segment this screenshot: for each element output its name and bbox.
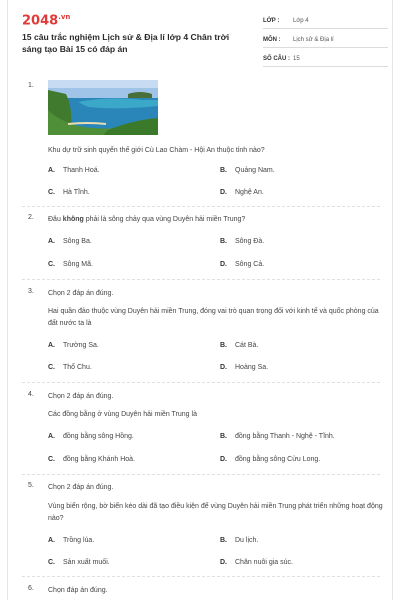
option-3d[interactable]: D. Hoàng Sa. xyxy=(220,364,269,371)
question-instruction: Chọn 2 đáp án đúng. xyxy=(48,484,114,491)
option-4c[interactable]: C. đồng bằng Khánh Hoà. xyxy=(48,456,136,463)
option-3b[interactable]: B. Cát Bà. xyxy=(220,342,259,349)
option-2c[interactable]: C. Sông Mã. xyxy=(48,261,93,268)
option-4d[interactable]: D. đồng bằng sông Cửu Long. xyxy=(220,456,321,463)
divider xyxy=(22,474,380,475)
divider xyxy=(22,206,380,207)
option-1a[interactable]: A. Thanh Hoá. xyxy=(48,167,100,174)
option-4b[interactable]: B. đồng bằng Thanh - Nghệ - Tĩnh. xyxy=(220,433,335,440)
option-4a[interactable]: A. đồng bằng sông Hồng. xyxy=(48,433,134,440)
option-1c[interactable]: C. Hà Tĩnh. xyxy=(48,189,90,196)
worksheet-page: $2048^{.vn}$ 15 câu trắc nghiệm Lịch sử & Địa lí lớp 4 Chân trời sáng tạo Bài 15 có đáp án LỚP : Lớp 4 MÔN : Lịch sử & Địa lí SỐ CÂU : 15 1. Khu dự trữ sinh quyển thế giới Cù Lao Chàm - Hội An thuộc tỉnh nào? A. Thanh Hoá. B. Quảng Nam. C. Hà Tĩnh. D. Nghệ An. 2. Đâu không phải là sông chảy qua vùng Duyên hải miền Trung? A. Sông Ba. B. Sông Đà. C. Sông Mã. D. Sông Cả. 3. Chọn 2 đáp án đúng. Hai quần đảo thuộc vùng Duyên hải miền Trung, đóng vai trò quan trọng đối với kinh tế và quốc phòng của đất nước ta là A. Trường Sa. B. Cát Bà. C. Thổ Chu. D. Hoàng Sa. 4. Chọn 2 đáp án đúng. Các đồng bằng ở vùng Duyên hải miền Trung là A. đồng bằng sông Hồng. B. đồng bằng Thanh - Nghệ - Tĩnh. C. đồng bằng Khánh Hoà. D. đồng bằng sông Cửu Long. 5. Chọn 2 đáp án đúng. Vùng biển rộng, bờ biển kéo dài đã tạo điều kiện để vùng Duyên hải miền Trung phát triển những hoạt động nào? A. Trồng lúa. B. Du lịch. C. Sản xuất muối. D. Chăn nuôi gia súc. 6. Chọn đáp án đúng. xyxy=(7,0,393,600)
option-2b[interactable]: B. Sông Đà. xyxy=(220,238,265,245)
divider xyxy=(22,576,380,577)
option-1b[interactable]: B. Quảng Nam. xyxy=(220,167,275,174)
question-instruction: Chọn 2 đáp án đúng. xyxy=(48,290,114,297)
question-instruction: Chọn 2 đáp án đúng. xyxy=(48,393,114,400)
divider xyxy=(22,382,380,383)
meta-info xyxy=(263,14,388,71)
question-instruction: Chọn đáp án đúng. xyxy=(48,587,108,594)
option-2a[interactable]: A. Sông Ba. xyxy=(48,238,92,245)
option-5c[interactable]: C. Sản xuất muối. xyxy=(48,559,110,566)
worksheet-header xyxy=(8,0,392,70)
option-1d[interactable]: D. Nghệ An. xyxy=(220,189,264,196)
page-title: 15 câu trắc nghiệm Lịch sử & Địa lí lớp 4 Chân trời sáng tạo Bài 15 có đáp án xyxy=(22,32,230,54)
question-number: 1. xyxy=(28,82,34,89)
site-logo[interactable]: $2048^{.vn}$ xyxy=(22,13,71,29)
option-5a[interactable]: A. Trồng lúa. xyxy=(48,537,95,544)
option-3c[interactable]: C. Thổ Chu. xyxy=(48,364,92,371)
option-5b[interactable]: B. Du lịch. xyxy=(220,537,259,544)
cu-lao-cham-photo xyxy=(48,80,158,135)
option-2d[interactable]: D. Sông Cả. xyxy=(220,261,265,268)
divider xyxy=(22,279,380,280)
meta-subject: MÔN : Lịch sử & Địa lí xyxy=(263,33,388,48)
option-3a[interactable]: A. Trường Sa. xyxy=(48,342,99,349)
meta-count: SỐ CÂU : 15 xyxy=(263,52,388,67)
option-5d[interactable]: D. Chăn nuôi gia súc. xyxy=(220,559,293,566)
meta-grade: LỚP : Lớp 4 xyxy=(263,14,388,29)
